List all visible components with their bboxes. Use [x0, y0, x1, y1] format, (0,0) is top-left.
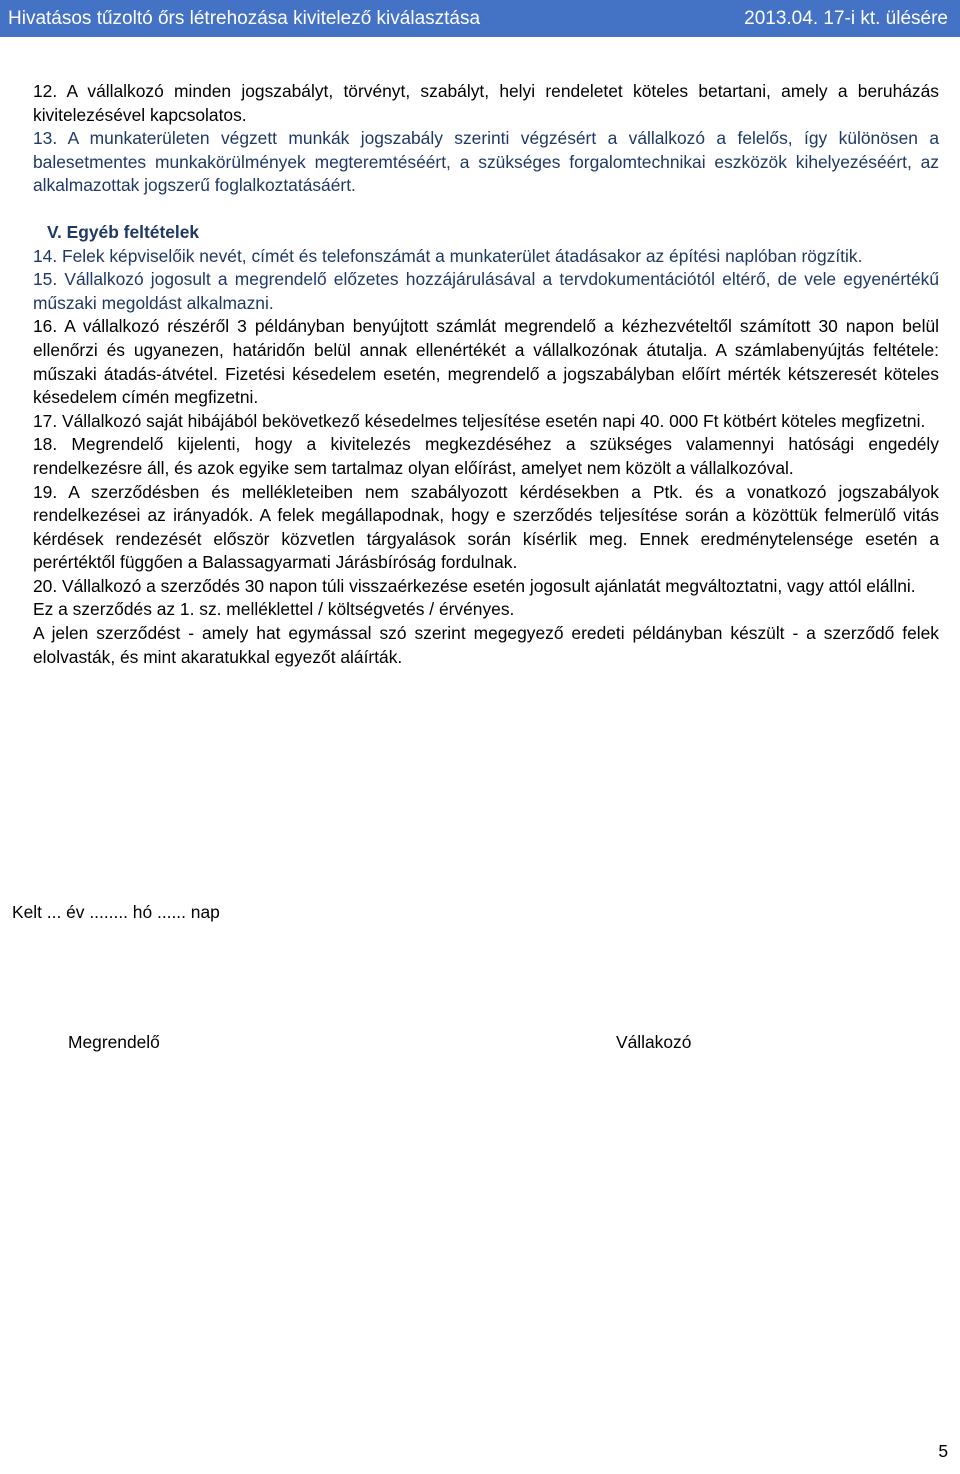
paragraph-16: 16. A vállalkozó részéről 3 példányban benyújtott számlát megrendelő a kézhezvételtől számított 30 napon belül ellenőrzi és ugyanezen, határidőn belül annak ellenértékét a vállalkozónak átutalja. A számlabenyújtás feltétele: műszaki átadás-átvétel. Fizetési késedelem esetén, megrendelő a jogszabályban előírt mérték kétszeresét köteles késedelem címén megfizetni. [33, 316, 939, 408]
paragraph-15: 15. Vállalkozó jogosult a megrendelő előzetes hozzájárulásával a tervdokumentációtól eltérő, de vele egyenértékű műszaki megoldást alkalmazni. [33, 269, 939, 313]
page-number: 5 [938, 1441, 948, 1461]
closing-statement: A jelen szerződést - amely hat egymással szó szerint megegyező eredeti példányban készült - a szerződő felek elolvasták, és mint akaratukkal egyezőt aláírták. [33, 623, 939, 667]
paragraph-19: 19. A szerződésben és mellékleteiben nem szabályozott kérdésekben a Ptk. és a vonatkozó jogszabályok rendelkezései az irányadók. A felek megállapodnak, hogy e szerződés teljesítése során a közöttük felmerülő vitás kérdések rendezését először közvetlen tárgyalások során kísérlik meg. Ennek eredménytelensége esetén a perértéktől függően a Balassagyarmati Járásbíróság fordulnak. [33, 481, 939, 573]
paragraph-12: 12. A vállalkozó minden jogszabályt, törvényt, szabályt, helyi rendeletet köteles betartani, amely a beruházás kivitelezésével kapcsolatos. [33, 81, 939, 125]
signature-client: Megrendelő [68, 1032, 160, 1052]
document-header [0, 0, 960, 37]
signature-contractor: Vállakozó [616, 1032, 692, 1052]
header-meeting-date: 2013.04. 17-i kt. ülésére [744, 8, 948, 29]
attachment-note: Ez a szerződés az 1. sz. melléklettel / költségvetés / érvényes. [33, 599, 515, 620]
date-line: Kelt ... év ........ hó ...... nap [12, 902, 220, 922]
paragraph-20: 20. Vállalkozó a szerződés 30 napon túli visszaérkezése esetén jogosult ajánlatát megváltoztatni, vagy attól elállni. [33, 575, 916, 596]
paragraph-18: 18. Megrendelő kijelenti, hogy a kivitelezés megkezdéséhez a szükséges valamennyi hatósági engedély rendelkezésre áll, és azok egyike sem tartalmaz olyan előírást, amelyet nem közölt a vállalkozóval. [33, 434, 939, 478]
paragraph-14: 14. Felek képviselőik nevét, címét és telefonszámát a munkaterület átadásakor az építési naplóban rögzítik. [33, 245, 863, 266]
header-title: Hivatásos tűzoltó őrs létrehozása kivitelező kiválasztása [8, 8, 481, 29]
section-heading: V. Egyéb feltételek [47, 221, 200, 242]
document-body [33, 80, 939, 669]
paragraph-17: 17. Vállalkozó saját hibájából bekövetkező késedelmes teljesítése esetén napi 40. 000 Ft kötbért köteles megfizetni. [33, 410, 926, 431]
paragraph-13: 13. A munkaterületen végzett munkák jogszabály szerinti végzésért a vállalkozó a felelős, így különösen a balesetmentes munkakörülmények megteremtéséért, a szükséges forgalomtechnikai eszközök kihelyezéséért, az alkalmazottak jogszerű foglalkoztatásáért. [33, 128, 939, 196]
